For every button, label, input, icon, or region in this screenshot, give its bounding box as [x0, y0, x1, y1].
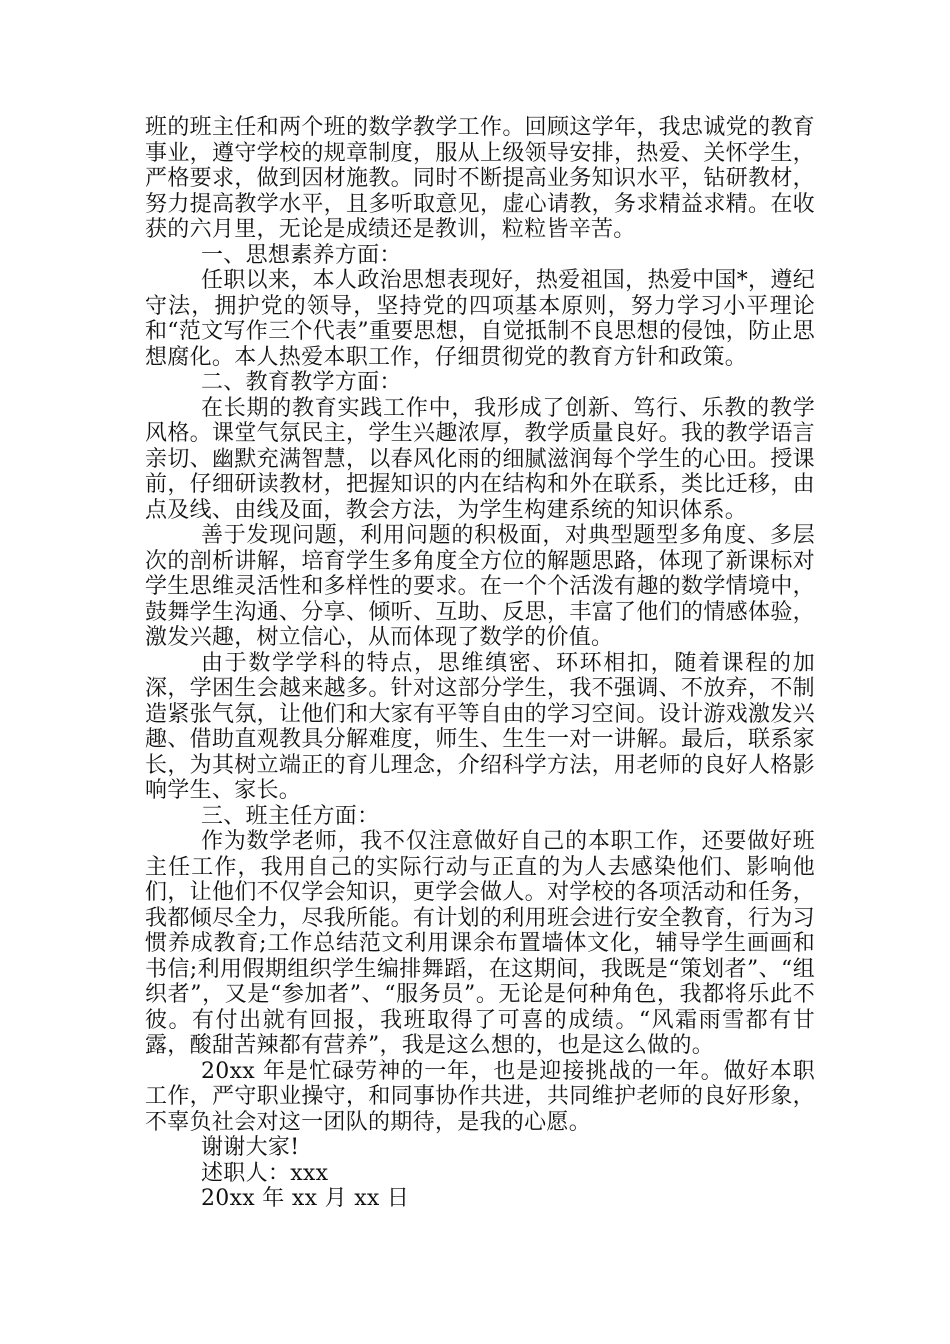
signature-date: 20xx 年 xx 月 xx 日: [201, 1186, 410, 1211]
section-heading-class-teacher: 三、班主任方面：: [201, 803, 380, 829]
closing-thanks: 谢谢大家!: [201, 1135, 300, 1160]
paragraph-struggling-students: 由于数学学科的特点，思维缜密、环环相扣，随着课程的加深，学困生会越来越多。针对这部分学生，我不强调、不放弃，不制造紧张气氛，让他们和大家有平等自由的学习空间。设计游戏激发兴趣、借助直观教具分解难度，师生、生生一对一讲解。最后，联系家长，为其树立端正的育儿理念，介绍科学方法，用老师的良好人格影响学生、家长。: [145, 650, 815, 803]
signature-name: 述职人：xxx: [201, 1160, 329, 1186]
paragraph-intro-continuation: 班的班主任和两个班的数学教学工作。回顾这学年，我忠诚党的教育事业，遵守学校的规章制度，服从上级领导安排，热爱、关怀学生，严格要求，做到因材施教。同时不断提高业务知识水平，钻研教材，努力提高教学水平，且多听取意见，虚心请教，务求精益求精。在收获的六月里，无论是成绩还是教训，粒粒皆辛苦。: [145, 115, 815, 242]
section-heading-ideology: 一、思想素养方面：: [201, 242, 402, 268]
paragraph-problem-solving: 善于发现问题，利用问题的积极面，对典型题型多角度、多层次的剖析讲解，培育学生多角度全方位的解题思路，体现了新课标对学生思维灵活性和多样性的要求。在一个个活泼有趣的数学情境中，鼓舞学生沟通、分享、倾听、互助、反思，丰富了他们的情感体验，激发兴趣，树立信心，从而体现了数学的价值。: [145, 523, 815, 650]
section-heading-teaching: 二、教育教学方面：: [201, 370, 402, 395]
paragraph-ideology: 任职以来，本人政治思想表现好，热爱祖国，热爱中国*，遵纪守法，拥护党的领导，坚持党的四项基本原则，努力学习小平理论和“范文写作三个代表”重要思想，自觉抵制不良思想的侵蚀，防止思想腐化。本人热爱本职工作，仔细贯彻党的教育方针和政策。: [145, 268, 815, 370]
paragraph-class-teacher: 作为数学老师，我不仅注意做好自己的本职工作，还要做好班主任工作，我用自己的实际行动与正直的为人去感染他们、影响他们，让他们不仅学会知识，更学会做人。对学校的各项活动和任务，我都倾尽全力，尽我所能。有计划的利用班会进行安全教育，行为习惯养成教育;工作总结范文利用课余布置墙体文化，辅导学生画画和书信;利用假期组织学生编排舞蹈，在这期间，我既是“策划者”、“组织者”，又是“参加者”、“服务员”。无论是何种角色，我都将乐此不彼。有付出就有回报，我班取得了可喜的成绩。“风霜雨雪都有甘露，酸甜苦辣都有营养”，我是这么想的，也是这么做的。: [145, 829, 815, 1058]
paragraph-teaching-style: 在长期的教育实践工作中，我形成了创新、笃行、乐教的教学风格。课堂气氛民主，学生兴趣浓厚，教学质量良好。我的教学语言亲切、幽默充满智慧，以春风化雨的细腻滋润每个学生的心田。授课前，仔细研读教材，把握知识的内在结构和外在联系，类比迁移，由点及线、由线及面，教会方法，为学生构建系统的知识体系。: [145, 395, 815, 523]
paragraph-conclusion: 20xx 年是忙碌劳神的一年，也是迎接挑战的一年。做好本职工作，严守职业操守，和同事协作共进，共同维护老师的良好形象，不辜负社会对这一团队的期待，是我的心愿。: [145, 1058, 815, 1135]
document-body: [145, 115, 815, 1212]
